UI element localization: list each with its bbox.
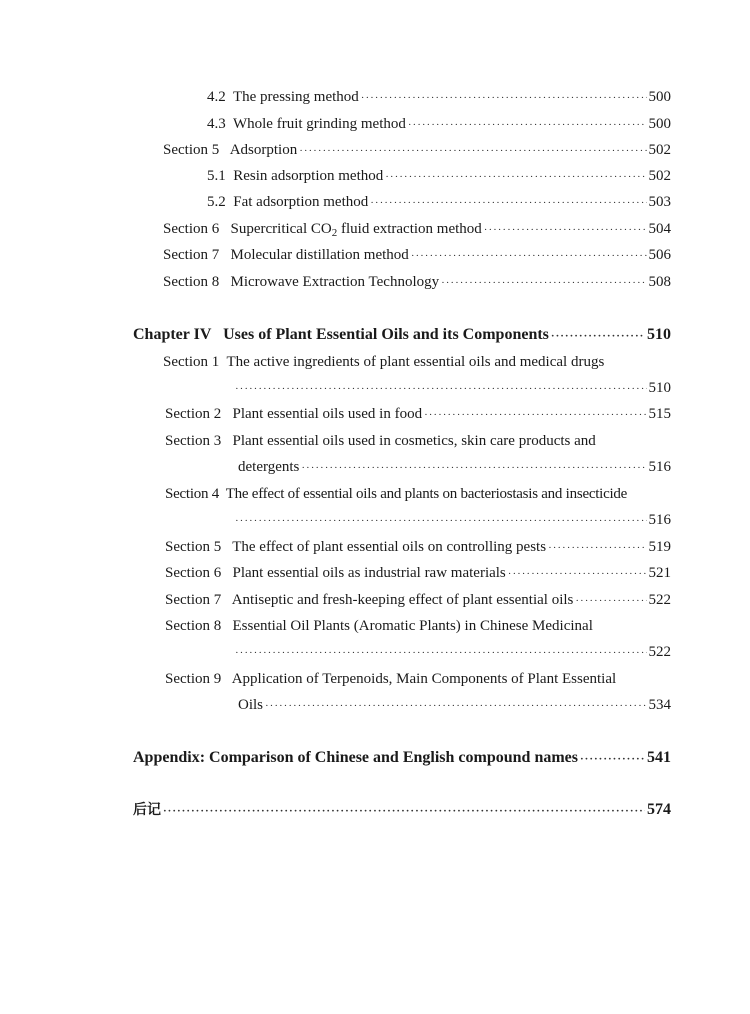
toc-label: Section 6 Supercritical $CO_2$ fluid extraction method	[163, 221, 482, 239]
dot-leader	[235, 511, 647, 531]
toc-label-continued: detergents	[238, 459, 300, 475]
dot-leader	[408, 115, 647, 135]
toc-label: 4.3 Whole fruit grinding method	[207, 116, 406, 132]
toc-entry-ch4-section-7[interactable]	[165, 590, 671, 611]
toc-entry-4-2[interactable]	[207, 87, 671, 108]
page-number: 500	[648, 89, 671, 105]
page-number: 515	[648, 406, 671, 422]
toc-label: Section 5 Adsorption	[163, 142, 298, 158]
page-number: 519	[648, 539, 671, 555]
dot-leader	[441, 273, 646, 293]
postscript-title: 后记	[133, 802, 161, 818]
toc-entry-ch4-section-5[interactable]	[165, 537, 671, 558]
toc-entry-ch4-section-2[interactable]	[165, 404, 671, 425]
page-number: 574	[647, 801, 671, 818]
toc-postscript[interactable]	[133, 800, 671, 821]
appendix-title: Appendix: Comparison of Chinese and English compound names	[133, 749, 578, 766]
dot-leader	[299, 141, 646, 161]
page-number: 516	[648, 512, 671, 528]
page-number: 510	[648, 380, 671, 396]
dot-leader	[411, 246, 647, 266]
page-number: 503	[648, 194, 671, 210]
toc-appendix[interactable]	[133, 748, 671, 769]
toc-label: Section 7 Molecular distillation method	[163, 247, 409, 263]
toc-label-continued: Oils	[238, 697, 264, 713]
toc-label: Section 1 The active ingredients of plant essential oils and medical drugs	[163, 354, 605, 370]
toc-entry-section-8[interactable]	[163, 272, 671, 293]
page-number: 502	[648, 142, 671, 158]
page-number: 534	[648, 697, 671, 713]
page-number: 508	[648, 274, 671, 290]
page-number: 506	[648, 247, 671, 263]
page-number: 522	[648, 644, 671, 660]
toc-entry-section-5[interactable]	[163, 140, 671, 161]
toc-entry-ch4-section-9[interactable]	[165, 669, 671, 716]
toc-entry-ch4-section-3[interactable]	[165, 431, 671, 478]
toc-entry-ch4-section-1[interactable]	[163, 352, 671, 399]
page-number: 510	[647, 326, 671, 343]
toc-entry-ch4-section-8[interactable]	[165, 616, 671, 663]
dot-leader	[163, 801, 645, 821]
dot-leader	[361, 88, 647, 108]
dot-leader	[235, 379, 647, 399]
toc-entry-section-6[interactable]	[163, 219, 671, 243]
toc-entry-ch4-section-6[interactable]	[165, 563, 671, 584]
toc-entry-4-3[interactable]	[207, 114, 671, 135]
dot-leader	[370, 193, 646, 213]
dot-leader	[580, 749, 645, 769]
dot-leader	[551, 326, 645, 346]
page-number: 522	[648, 592, 671, 608]
toc-label: Section 5 The effect of plant essential oils on controlling pests	[165, 539, 547, 555]
toc-label: 5.2 Fat adsorption method	[207, 194, 369, 210]
toc-label: Section 9 Application of Terpenoids, Main Components of Plant Essential	[165, 671, 617, 687]
page-number: 502	[648, 168, 671, 184]
dot-leader	[484, 220, 647, 240]
dot-leader	[548, 538, 646, 558]
toc-entry-ch4-section-4[interactable]	[165, 484, 671, 531]
toc-entry-section-7[interactable]	[163, 245, 671, 266]
toc-label: 4.2 The pressing method	[207, 89, 359, 105]
dot-leader	[424, 405, 646, 425]
toc-label: Section 7 Antiseptic and fresh-keeping effect of plant essential oils	[165, 592, 574, 608]
toc-label: Section 6 Plant essential oils as industrial raw materials	[165, 565, 506, 581]
toc-label: Section 4 The effect of essential oils and plants on bacteriostasis and insecticide	[165, 486, 628, 502]
toc-label: 5.1 Resin adsorption method	[207, 168, 384, 184]
page-number: 500	[648, 116, 671, 132]
toc-chapter-4[interactable]	[133, 325, 671, 346]
dot-leader	[301, 458, 646, 478]
toc-label: Section 8 Microwave Extraction Technology	[163, 274, 440, 290]
dot-leader	[508, 564, 647, 584]
page-number: 504	[648, 221, 671, 237]
page-number: 516	[648, 459, 671, 475]
dot-leader	[385, 167, 646, 187]
dot-leader	[265, 696, 646, 716]
toc-label: Section 3 Plant essential oils used in cosmetics, skin care products and	[165, 433, 596, 449]
toc-label: Section 2 Plant essential oils used in food	[165, 406, 423, 422]
dot-leader	[235, 643, 647, 663]
toc-entry-5-1[interactable]	[207, 166, 671, 187]
toc-entry-5-2[interactable]	[207, 192, 671, 213]
page-number: 521	[648, 565, 671, 581]
dot-leader	[575, 591, 646, 611]
toc-label: Section 8 Essential Oil Plants (Aromatic Plants) in Chinese Medicinal	[165, 618, 593, 634]
page-number: 541	[647, 749, 671, 766]
chapter-title: Chapter IV Uses of Plant Essential Oils and its Components	[133, 326, 549, 343]
